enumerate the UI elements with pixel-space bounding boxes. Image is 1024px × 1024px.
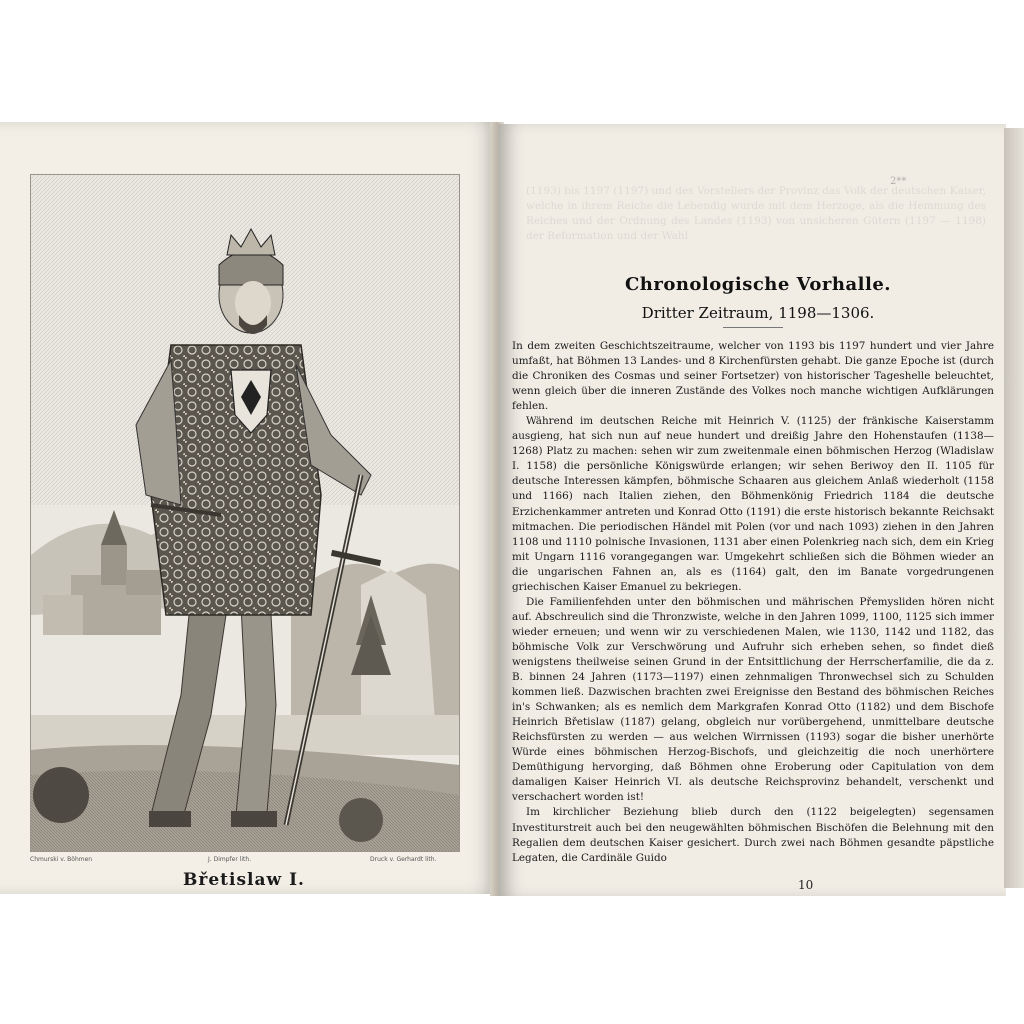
left-page xyxy=(0,122,500,894)
page-stack-edge xyxy=(1004,128,1024,888)
paragraph: Im kirchlicher Beziehung blieb durch den (1122 beigelegten) segensamen Investiturstreit auch bei den neugewählten böhmischen Bischöfen die Belehnung mit den Regalien dem deutschen Kaiser gesichert. Durch zwei nach Böhmen gesandte päpstliche Legaten, die Cardinäle Guido xyxy=(512,806,994,864)
body-text xyxy=(512,339,994,874)
credit-center: J. Dimpfer lith. xyxy=(208,856,252,863)
page-number: 10 xyxy=(798,878,814,892)
credit-right: Druck v. Gerhardt lith. xyxy=(370,856,437,863)
open-book xyxy=(0,118,1024,898)
figure-caption: Břetislaw I. xyxy=(183,870,305,890)
paragraph: Die Familienfehden unter den böhmischen und mährischen Přemysliden hören nicht auf. Abschreulich sind die Thronzwiste, welche in den Jahren 1099, 1100, 1125 sich immer wieder erneuen; und wenn wir zu verschiedenen Malen, wie 1130, 1142 und 1182, das böhmische Volk zur Verschwörung und Aufruhr sich erheben sehen, so findet dieß wenigstens theilweise seinen Grund in der Entsittlichung der Herrscherfamilie, die da z. B. binnen 24 Jahren (1173—1197) einen zehnmaligen Thronwechsel sich zu Schulden kommen ließ. Dazwischen brachten zwei Ereignisse den Bestand des böhmischen Reiches in's Schwanken; als es nemlich dem Markgrafen Konrad Otto (1182) und dem Bischofe Heinrich Břetislaw (1187) gelang, obgleich nur vorübergehend, unmittelbare deutsche Reichsfürsten zu werden — aus welchen Wirrnissen (1193) sogar die bisher unerhörte Würde eines böhmischen Herzog-Bischofs, und gleichzeitig die noch unerhörtere Demüthigung hervorging, daß Böhmen ohne Eroberung oder Capitulation von dem damaligen Kaiser Heinrich VI. als deutsche Reichsprovinz behandelt, verschenkt und verschachert worden ist! xyxy=(512,595,994,804)
paragraph: In dem zweiten Geschichtszeitraume, welcher von 1193 bis 1197 hundert und vier Jahre umfaßt, hat Böhmen 13 Landes- und 8 Kirchenfürsten gehabt. Die ganze Epoche ist (durch die Chroniken des Cosmas und seiner Fortsetzer) von historischer Tageshelle beleuchtet, wenn gleich über die inneren Zustände des Volkes noch manche wichtigen Aufklärungen fehlen. xyxy=(512,340,994,413)
engraving-credits xyxy=(30,856,458,868)
chapter-subtitle: Dritter Zeitraum, 1198—1306. xyxy=(641,304,875,322)
paragraph: Während im deutschen Reiche mit Heinrich V. (1125) der fränkische Kaiserstamm ausgieng, hat sich nun auf neue hundert und dreißig Jahre den Hohenstaufen (1138—1268) Platz zu machen: sehen wir zum zweitenmale einen böhmischen Herzog (Wladislaw I. 1158) die persönliche Königswürde erlangen; wir sehen Beriwoy den II. 1105 für deutsche Interessen kämpfen, böhmische Schaaren aus gleichem Anlaß wiederholt (1158 und 1166) nach Italien ziehen, den Böhmenkönig Friedrich 1184 die deutsche Erzichenkammer antreten und Konrad Otto (1191) die erste historisch bekannte Reichsakt mitmachen. Die periodischen Händel mit Polen (vor und nach 1093) ziehen in den Jahren 1108 und 1110 polnische Invasionen, 1131 aber einen Polenkrieg nach sich, dem ein Krieg mit Ungarn 1116 vorangegangen war. Umgekehrt schließen sich die Böhmen wieder an die ungarischen Fahnen an, als es (1164) galt, den im Banate vorgedrungenen griechischen Kaiser Emanuel zu bekriegen. xyxy=(512,415,994,593)
credit-left: Chmurski v. Böhmen xyxy=(30,856,93,863)
bleed-through-text: (1193) bis 1197 (1197) und des Vorstellers der Provinz das Volk der deutschen Kaiser, welche in ihrem Reiche die Lebendig wurde mit dem Herzoge, als die Hemmung des Reiches und der Ordnung des Landes (1193) von unsicheren Gütern (1197 — 1198) der Reformation und der Wahl xyxy=(526,185,986,242)
title-rule xyxy=(723,327,783,328)
knight-engraving xyxy=(31,175,459,851)
running-page-number: 2** xyxy=(890,176,907,187)
chapter-title: Chronologische Vorhalle. xyxy=(624,274,892,295)
right-page xyxy=(498,124,1006,896)
engraving-plate xyxy=(30,174,460,852)
